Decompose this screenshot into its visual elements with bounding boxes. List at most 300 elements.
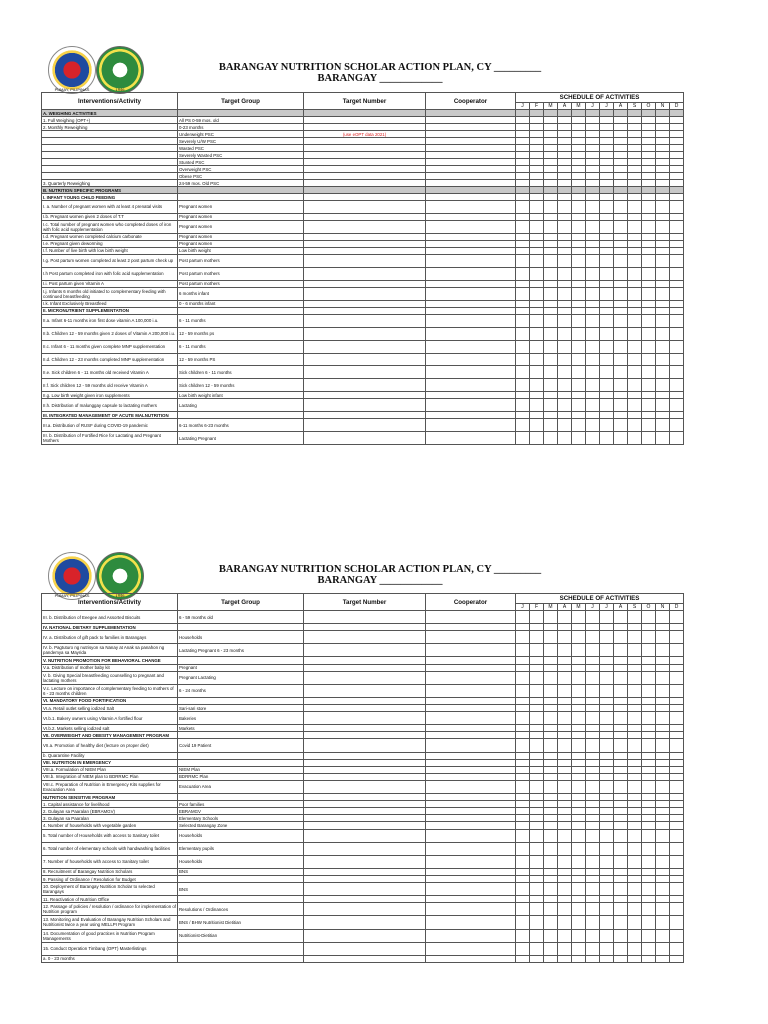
schedule-cell: [530, 739, 544, 752]
schedule-cell: [642, 705, 656, 712]
table-row: [42, 875, 684, 882]
schedule-cell: [558, 117, 572, 124]
schedule-cell: [628, 671, 642, 684]
schedule-cell: [572, 780, 586, 793]
schedule-cell: [586, 916, 600, 929]
table-row: [42, 379, 684, 392]
schedule-cell: [530, 684, 544, 697]
schedule-cell: [656, 287, 670, 300]
table-row: [42, 815, 684, 822]
schedule-cell: [544, 392, 558, 399]
schedule-cell: [614, 233, 628, 240]
target-number-cell: [304, 697, 426, 704]
schedule-cell: [628, 280, 642, 287]
schedule-cell: [600, 657, 614, 664]
schedule-cell: [656, 842, 670, 855]
schedule-cell: [516, 896, 530, 903]
schedule-cell: [600, 766, 614, 773]
schedule-cell: [614, 138, 628, 145]
schedule-cell: [656, 166, 670, 173]
schedule-cell: [656, 240, 670, 247]
activity-cell: I.f. Number of live birth with low birth weight: [42, 247, 178, 254]
schedule-cell: [628, 124, 642, 131]
schedule-cell: [656, 732, 670, 739]
schedule-cell: [628, 896, 642, 903]
interventions-header: Interventions/Activity: [42, 93, 178, 110]
schedule-cell: [656, 159, 670, 166]
target-group-cell: Post partum mothers: [178, 267, 304, 280]
activity-cell: 8. Recruitment of Barangay Nutrition Scholars: [42, 868, 178, 875]
schedule-cell: [600, 739, 614, 752]
schedule-cell: [642, 327, 656, 340]
schedule-cell: [628, 267, 642, 280]
schedule-cell: [572, 166, 586, 173]
schedule-cell: [614, 942, 628, 955]
schedule-cell: [628, 412, 642, 419]
schedule-cell: [530, 220, 544, 233]
schedule-cell: [530, 916, 544, 929]
schedule-cell: [530, 829, 544, 842]
schedule-cell: [642, 300, 656, 307]
schedule-cell: [558, 194, 572, 201]
schedule-cell: [516, 353, 530, 366]
schedule-cell: [670, 213, 684, 220]
cooperator-cell: [426, 201, 516, 214]
schedule-cell: [544, 868, 558, 875]
schedule-cell: [670, 712, 684, 725]
schedule-cell: [600, 419, 614, 432]
schedule-cell: [670, 822, 684, 829]
schedule-cell: [530, 399, 544, 412]
schedule-cell: [628, 201, 642, 214]
schedule-cell: [558, 201, 572, 214]
schedule-cell: [530, 213, 544, 220]
month-header: O: [642, 604, 656, 611]
schedule-cell: [628, 159, 642, 166]
target-group-cell: Pregnant women: [178, 201, 304, 214]
schedule-cell: [572, 300, 586, 307]
target-group-cell: [178, 697, 304, 704]
activity-cell: II.b. Children 12 - 59 months given 2 doses of Vitamin A 200,000 i.u.: [42, 327, 178, 340]
schedule-cell: [530, 194, 544, 201]
schedule-cell: [600, 868, 614, 875]
schedule-cell: [586, 801, 600, 808]
schedule-cell: [628, 929, 642, 942]
schedule-cell: [516, 780, 530, 793]
schedule-cell: [558, 942, 572, 955]
schedule-cell: [516, 124, 530, 131]
schedule-cell: [656, 955, 670, 962]
month-header: J: [516, 103, 530, 110]
schedule-cell: [614, 773, 628, 780]
schedule-cell: [572, 247, 586, 254]
schedule-cell: [656, 815, 670, 822]
table-row: [42, 300, 684, 307]
schedule-cell: [530, 432, 544, 445]
schedule-cell: [544, 808, 558, 815]
schedule-cell: [642, 213, 656, 220]
schedule-cell: [586, 267, 600, 280]
schedule-cell: [516, 631, 530, 644]
schedule-cell: [656, 611, 670, 624]
schedule-cell: [586, 739, 600, 752]
schedule-cell: [572, 712, 586, 725]
schedule-cell: [516, 624, 530, 631]
schedule-cell: [558, 868, 572, 875]
schedule-cell: [628, 340, 642, 353]
table-row: [42, 267, 684, 280]
subsection-row: [42, 412, 684, 419]
target-number-cell: [304, 705, 426, 712]
schedule-cell: [642, 187, 656, 194]
cooperator-cell: [426, 808, 516, 815]
schedule-cell: [558, 340, 572, 353]
schedule-cell: [544, 233, 558, 240]
schedule-cell: [670, 808, 684, 815]
activity-cell: 4. Number of households with vegetable garden: [42, 822, 178, 829]
schedule-cell: [572, 759, 586, 766]
schedule-cell: [516, 712, 530, 725]
target-group-cell: Markets: [178, 725, 304, 732]
target-group-cell: Obese PSC: [178, 173, 304, 180]
month-header: J: [600, 103, 614, 110]
target-number-cell: [304, 955, 426, 962]
cooperator-cell: [426, 412, 516, 419]
cooperator-cell: [426, 752, 516, 759]
target-number-header: Target Number: [304, 93, 426, 110]
schedule-cell: [600, 280, 614, 287]
schedule-cell: [600, 110, 614, 117]
schedule-cell: [614, 644, 628, 657]
municipal-seal-logo: PUMAY, PILIPINAS: [48, 46, 96, 94]
schedule-cell: [670, 110, 684, 117]
schedule-cell: [530, 314, 544, 327]
schedule-cell: [656, 684, 670, 697]
schedule-cell: [586, 220, 600, 233]
schedule-cell: [656, 896, 670, 903]
target-number-cell: [304, 240, 426, 247]
schedule-cell: [614, 842, 628, 855]
target-number-cell: [304, 180, 426, 187]
schedule-cell: [572, 353, 586, 366]
schedule-cell: [530, 267, 544, 280]
cooperator-cell: [426, 392, 516, 399]
schedule-cell: [670, 379, 684, 392]
schedule-cell: [586, 780, 600, 793]
schedule-cell: [544, 773, 558, 780]
schedule-cell: [586, 752, 600, 759]
schedule-cell: [586, 808, 600, 815]
schedule-cell: [628, 684, 642, 697]
schedule-cell: [530, 855, 544, 868]
schedule-cell: [558, 412, 572, 419]
schedule-cell: [642, 117, 656, 124]
schedule-cell: [586, 697, 600, 704]
schedule-cell: [572, 657, 586, 664]
target-group-cell: Households: [178, 829, 304, 842]
schedule-cell: [670, 780, 684, 793]
schedule-cell: [558, 842, 572, 855]
schedule-cell: [544, 705, 558, 712]
schedule-cell: [586, 187, 600, 194]
schedule-cell: [628, 752, 642, 759]
target-group-cell: Pregnant women: [178, 220, 304, 233]
subsection-row: [42, 657, 684, 664]
schedule-cell: [600, 875, 614, 882]
schedule-cell: [600, 392, 614, 399]
schedule-cell: [516, 240, 530, 247]
schedule-cell: [530, 766, 544, 773]
schedule-cell: [558, 173, 572, 180]
activity-cell: 2. Monthly Reweighing: [42, 124, 178, 131]
schedule-cell: [516, 773, 530, 780]
schedule-cell: [544, 794, 558, 801]
schedule-cell: [628, 697, 642, 704]
schedule-cell: [670, 419, 684, 432]
activity-cell: VI.a. Retail outlet selling iodized Salt: [42, 705, 178, 712]
schedule-cell: [586, 233, 600, 240]
schedule-cell: [572, 684, 586, 697]
month-header: F: [530, 604, 544, 611]
table-row: [42, 801, 684, 808]
schedule-cell: [572, 173, 586, 180]
target-group-cell: 12 - 59 months PS: [178, 353, 304, 366]
schedule-cell: [558, 822, 572, 829]
schedule-cell: [572, 916, 586, 929]
schedule-cell: [516, 131, 530, 138]
target-number-cell: [304, 883, 426, 896]
schedule-cell: [600, 896, 614, 903]
table-row: [42, 353, 684, 366]
schedule-cell: [600, 759, 614, 766]
schedule-cell: [586, 664, 600, 671]
schedule-cell: [586, 868, 600, 875]
schedule-cell: [516, 725, 530, 732]
schedule-cell: [628, 327, 642, 340]
table-row: [42, 340, 684, 353]
schedule-cell: [670, 159, 684, 166]
target-group-cell: [178, 657, 304, 664]
schedule-cell: [530, 794, 544, 801]
schedule-cell: [544, 732, 558, 739]
activity-cell: I.b. Pregnant women given 2 doses of T.T: [42, 213, 178, 220]
schedule-cell: [670, 732, 684, 739]
target-group-cell: 0 - 6 months infant: [178, 300, 304, 307]
schedule-cell: [530, 664, 544, 671]
subsection-row: [42, 697, 684, 704]
schedule-cell: [614, 903, 628, 916]
schedule-cell: [600, 201, 614, 214]
schedule-cell: [600, 247, 614, 254]
schedule-cell: [614, 180, 628, 187]
schedule-cell: [530, 280, 544, 287]
target-group-cell: Resolutions / Ordinances: [178, 903, 304, 916]
schedule-cell: [614, 194, 628, 201]
schedule-cell: [530, 808, 544, 815]
schedule-cell: [656, 194, 670, 201]
schedule-cell: [628, 739, 642, 752]
schedule-cell: [642, 254, 656, 267]
table-row: [42, 829, 684, 842]
schedule-cell: [670, 145, 684, 152]
cooperator-cell: [426, 159, 516, 166]
schedule-cell: [614, 732, 628, 739]
schedule-cell: [614, 366, 628, 379]
schedule-cell: [572, 611, 586, 624]
target-number-cell: [304, 712, 426, 725]
schedule-cell: [558, 671, 572, 684]
cooperator-cell: [426, 942, 516, 955]
schedule-cell: [600, 187, 614, 194]
schedule-cell: [628, 213, 642, 220]
schedule-cell: [656, 705, 670, 712]
activity-cell: I.i. Post partum given Vitamin A: [42, 280, 178, 287]
target-group-cell: Poor families: [178, 801, 304, 808]
schedule-cell: [656, 201, 670, 214]
schedule-cell: [572, 379, 586, 392]
schedule-cell: [516, 145, 530, 152]
schedule-cell: [614, 432, 628, 445]
schedule-cell: [600, 929, 614, 942]
schedule-cell: [586, 180, 600, 187]
schedule-cell: [516, 180, 530, 187]
schedule-cell: [656, 353, 670, 366]
schedule-cell: [558, 366, 572, 379]
schedule-cell: [670, 280, 684, 287]
schedule-cell: [572, 201, 586, 214]
activity-cell: 2. Gulayan sa Paaralan (EBRAMGV): [42, 808, 178, 815]
cooperator-header: Cooperator: [426, 594, 516, 611]
schedule-cell: [544, 759, 558, 766]
activity-cell: I.j. Infants 6 months old initiated to complementary feeding with continued breastfeeding: [42, 287, 178, 300]
schedule-cell: [586, 138, 600, 145]
activity-cell: VIII.b. Integration of NIEM plan to BDRRMC Plan: [42, 773, 178, 780]
target-number-cell: [304, 194, 426, 201]
table-row: [42, 766, 684, 773]
schedule-cell: [614, 412, 628, 419]
schedule-cell: [516, 801, 530, 808]
schedule-cell: [530, 752, 544, 759]
target-group-cell: Sick children 6 - 11 months: [178, 366, 304, 379]
schedule-cell: [558, 159, 572, 166]
activity-cell: III. b. Distribution of Eeegee and Assorted Biscuits: [42, 611, 178, 624]
schedule-cell: [656, 780, 670, 793]
schedule-cell: [614, 815, 628, 822]
target-group-cell: [178, 955, 304, 962]
cooperator-cell: [426, 794, 516, 801]
schedule-cell: [530, 955, 544, 962]
schedule-cell: [642, 896, 656, 903]
schedule-cell: [670, 180, 684, 187]
schedule-cell: [572, 697, 586, 704]
schedule-cell: [558, 300, 572, 307]
cooperator-cell: [426, 773, 516, 780]
schedule-cell: [600, 942, 614, 955]
table-row: [42, 233, 684, 240]
schedule-cell: [572, 187, 586, 194]
schedule-cell: [628, 399, 642, 412]
target-group-cell: [178, 896, 304, 903]
schedule-cell: [572, 145, 586, 152]
schedule-cell: [670, 611, 684, 624]
schedule-cell: [656, 379, 670, 392]
schedule-cell: [628, 300, 642, 307]
target-group-cell: 6 - 59 months old: [178, 611, 304, 624]
schedule-cell: [600, 705, 614, 712]
schedule-cell: [600, 752, 614, 759]
table-row: [42, 671, 684, 684]
schedule-cell: [614, 631, 628, 644]
schedule-cell: [670, 366, 684, 379]
schedule-cell: [586, 124, 600, 131]
month-header: M: [572, 103, 586, 110]
schedule-cell: [614, 399, 628, 412]
target-group-cell: 12 - 59 months ps: [178, 327, 304, 340]
schedule-cell: [558, 759, 572, 766]
schedule-cell: [516, 166, 530, 173]
schedule-cell: [516, 916, 530, 929]
target-group-cell: [178, 307, 304, 314]
schedule-cell: [642, 664, 656, 671]
target-number-cell: [304, 145, 426, 152]
target-number-cell: [304, 366, 426, 379]
target-number-cell: [304, 644, 426, 657]
schedule-cell: [516, 739, 530, 752]
schedule-cell: [530, 644, 544, 657]
schedule-cell: [628, 766, 642, 773]
schedule-cell: [656, 766, 670, 773]
schedule-cell: [586, 611, 600, 624]
target-number-cell: [304, 766, 426, 773]
schedule-cell: [614, 300, 628, 307]
target-number-cell: [304, 875, 426, 882]
table-row: [42, 419, 684, 432]
schedule-cell: [516, 822, 530, 829]
schedule-cell: [572, 392, 586, 399]
schedule-cell: [656, 254, 670, 267]
schedule-cell: [544, 131, 558, 138]
schedule-cell: [614, 110, 628, 117]
target-number-cell: [304, 624, 426, 631]
schedule-cell: [614, 664, 628, 671]
schedule-cell: [530, 254, 544, 267]
target-number-cell: [304, 929, 426, 942]
schedule-cell: [670, 801, 684, 808]
schedule-cell: [670, 327, 684, 340]
schedule-cell: [642, 942, 656, 955]
target-group-cell: Low birth weight: [178, 247, 304, 254]
schedule-cell: [600, 131, 614, 138]
schedule-cell: [530, 903, 544, 916]
target-group-cell: [178, 732, 304, 739]
schedule-cell: [670, 412, 684, 419]
schedule-cell: [600, 712, 614, 725]
schedule-cell: [558, 399, 572, 412]
activity-cell: 13. Monitoring and Evaluation of Barangay Nutrition Scholars and Nutritionist twice a year using MELLPI Program: [42, 916, 178, 929]
schedule-cell: [586, 432, 600, 445]
schedule-cell: [516, 855, 530, 868]
schedule-cell: [656, 759, 670, 766]
schedule-cell: [572, 773, 586, 780]
cooperator-cell: [426, 611, 516, 624]
cooperator-cell: [426, 152, 516, 159]
target-number-cell: [304, 213, 426, 220]
activity-cell: VII.a. Promotion of healthy diet (lecture on proper diet): [42, 739, 178, 752]
schedule-cell: [558, 131, 572, 138]
month-header: J: [586, 604, 600, 611]
schedule-cell: [628, 631, 642, 644]
schedule-cell: [544, 725, 558, 732]
